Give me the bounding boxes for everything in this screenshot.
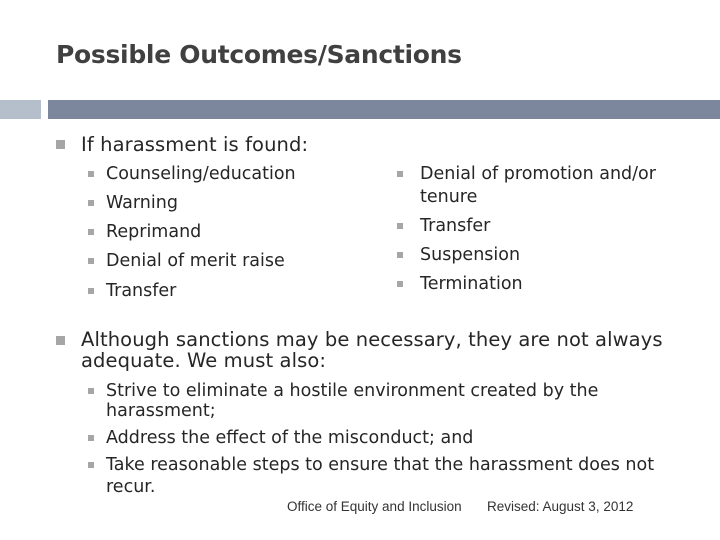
bullet-square-icon (56, 140, 65, 149)
sub-bullet-square-icon (88, 171, 94, 177)
action-item-3-line1: Take reasonable steps to ensure that the harassment does not (106, 455, 655, 475)
bullet-2-text-line1: Although sanctions may be necessary, they are not always (81, 328, 663, 351)
right-item-2: Transfer (420, 216, 491, 236)
sub-bullet-square-icon (88, 388, 94, 394)
bullet-1-text: If harassment is found: (81, 133, 309, 156)
sub-bullet-square-icon (88, 200, 94, 206)
right-item-1-cont: tenure (420, 187, 478, 207)
sub-bullet-square-icon (397, 223, 403, 229)
sub-bullet-square-icon (397, 171, 403, 177)
right-item-1: Denial of promotion and/or (420, 164, 656, 184)
left-item-2: Warning (106, 193, 178, 213)
footer-revised: Revised: August 3, 2012 (487, 499, 634, 514)
right-item-4: Termination (420, 274, 523, 294)
bullet-2-text-line2: adequate. We must also: (81, 349, 327, 372)
sub-bullet-square-icon (88, 288, 94, 294)
sub-bullet-square-icon (88, 229, 94, 235)
slide-title: Possible Outcomes/Sanctions (56, 40, 462, 69)
action-item-2: Address the effect of the misconduct; and (106, 428, 474, 448)
title-rule-light (0, 100, 41, 119)
sub-bullet-square-icon (397, 281, 403, 287)
action-item-1-line2: harassment; (106, 401, 216, 421)
title-rule-dark (48, 100, 720, 119)
left-item-3: Reprimand (106, 222, 202, 242)
footer-office: Office of Equity and Inclusion (287, 499, 462, 514)
sub-bullet-square-icon (88, 462, 94, 468)
right-item-3: Suspension (420, 245, 521, 265)
sub-bullet-square-icon (397, 252, 403, 258)
action-item-3-line2: recur. (106, 477, 156, 497)
left-item-1: Counseling/education (106, 164, 296, 184)
bullet-square-icon (56, 336, 65, 345)
sub-bullet-square-icon (88, 258, 94, 264)
sub-bullet-square-icon (88, 435, 94, 441)
action-item-1-line1: Strive to eliminate a hostile environment created by the (106, 381, 599, 401)
left-item-5: Transfer (106, 281, 177, 301)
left-item-4: Denial of merit raise (106, 251, 285, 271)
